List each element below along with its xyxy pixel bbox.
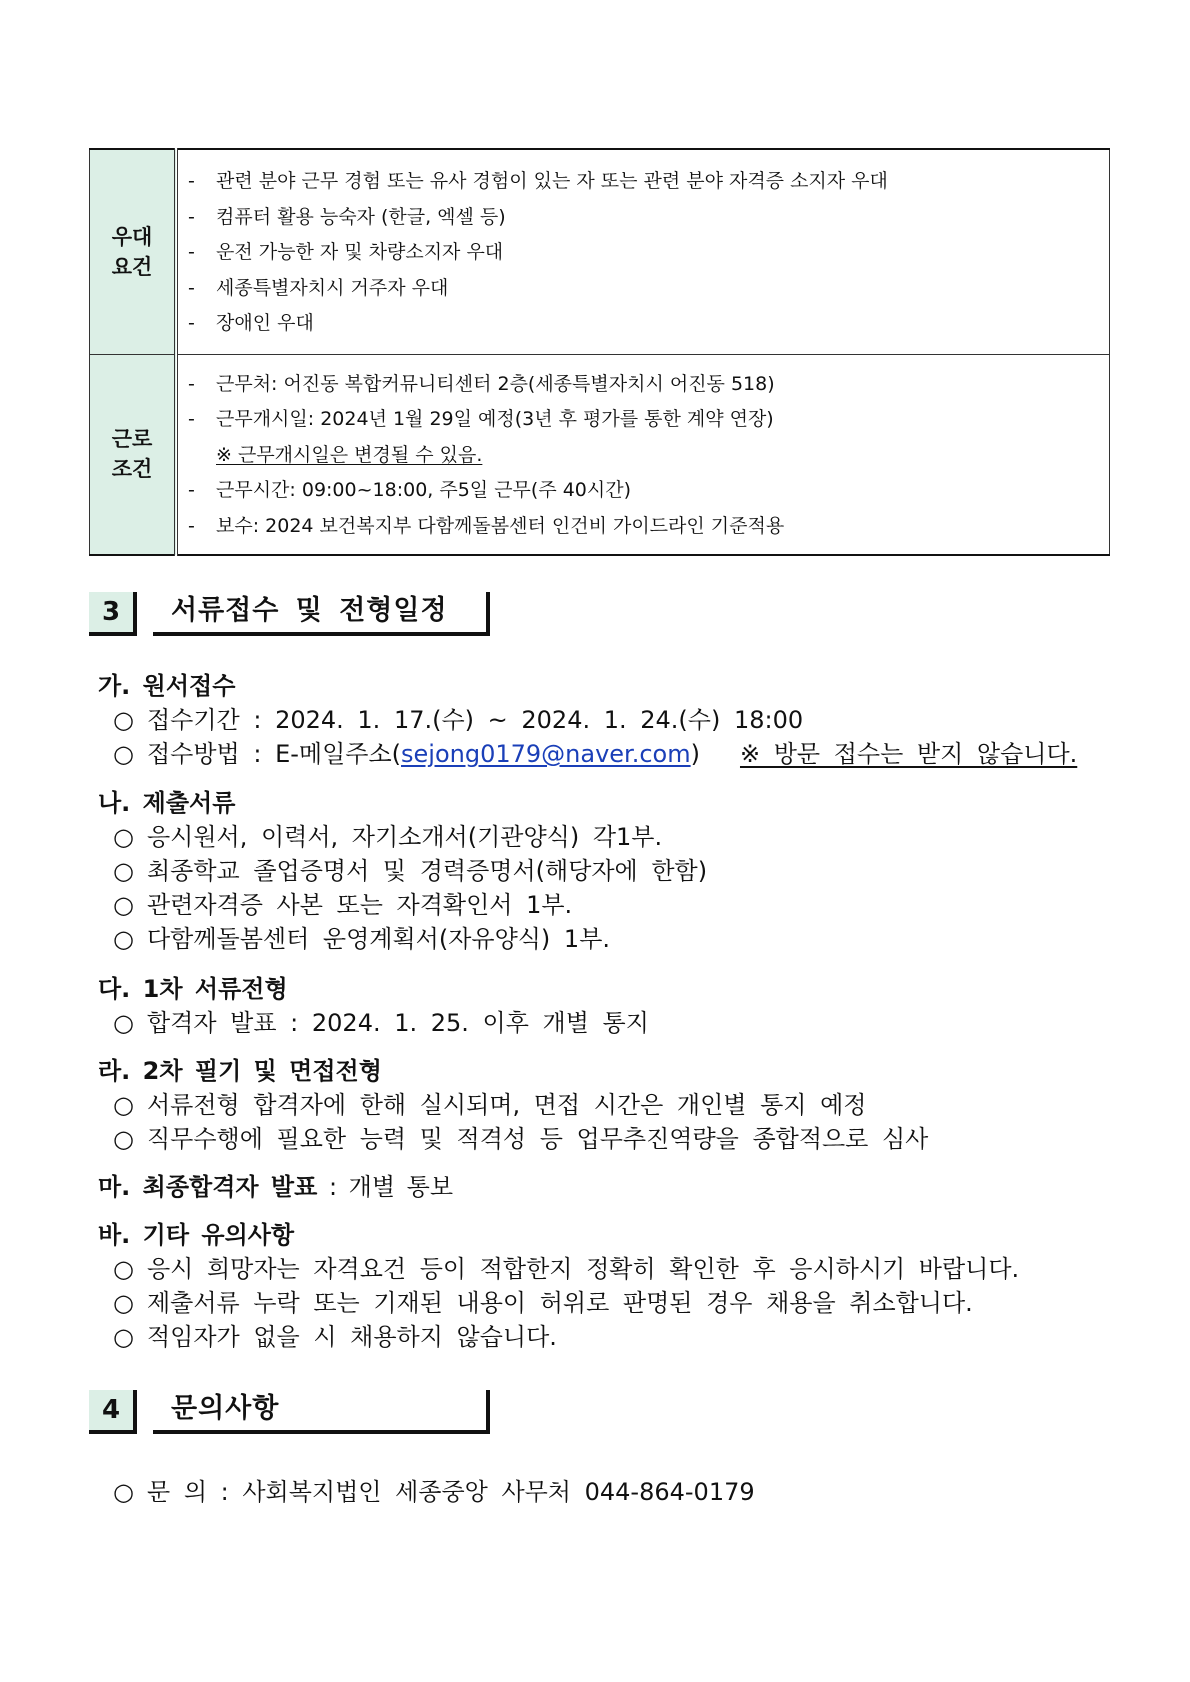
section-title: 문의사항: [153, 1390, 490, 1434]
preferred-content: [176, 149, 1110, 354]
conditions-item: - 근무처: 어진동 복합커뮤니티센터 2층(세종특별자치시 어진동 518): [188, 372, 775, 395]
subsection-heading: 라. 2차 필기 및 면접전형: [98, 1057, 382, 1085]
list-item: ○ 응시원서, 이력서, 자기소개서(기관양식) 각1부.: [113, 823, 663, 851]
documents-block: [98, 786, 707, 956]
preferred-label: 우대 요건: [90, 149, 177, 354]
subsection-heading: 바. 기타 유의사항: [98, 1221, 295, 1249]
list-item: ○ 최종학교 졸업증명서 및 경력증명서(해당자에 한함): [113, 857, 708, 885]
conditions-label: 근로 조건: [90, 354, 177, 555]
section-number: 4: [89, 1390, 137, 1434]
section-3-header: [89, 592, 484, 640]
notes-block: [98, 1218, 1019, 1354]
start-date-note: ※ 근무개시일은 변경될 수 있음.: [216, 443, 483, 466]
conditions-item: - 근무개시일: 2024년 1월 29일 예정(3년 후 평가를 통한 계약 연장): [188, 408, 774, 430]
application-block: [98, 669, 1077, 771]
subsection-heading: 다. 1차 서류전형: [98, 975, 288, 1003]
section-4-header: [89, 1390, 484, 1438]
conditions-content: [176, 354, 1110, 555]
preferred-item: - 세종특별자치시 거주자 우대: [188, 276, 449, 299]
preferred-item: - 장애인 우대: [188, 312, 314, 334]
list-item: ○ 접수방법 : E-메일주소(sejong0179@naver.com) ※ 방문 접수는 받지 않습니다.: [113, 740, 1078, 768]
final-announcement-block: [98, 1170, 453, 1204]
list-item: ○ 다함께돌봄센터 운영계획서(자유양식) 1부.: [113, 925, 611, 953]
subsection-heading: 가. 원서접수: [98, 672, 236, 700]
second-screening-block: [98, 1054, 928, 1156]
list-item: ○ 관련자격증 사본 또는 자격확인서 1부.: [113, 891, 573, 919]
list-item: ○ 직무수행에 필요한 능력 및 적격성 등 업무추진역량을 종합적으로 심사: [113, 1125, 929, 1153]
list-item: ○ 제출서류 누락 또는 기재된 내용이 허위로 판명된 경우 채용을 취소합니다.: [113, 1289, 973, 1317]
subsection-heading: 나. 제출서류: [98, 789, 236, 817]
list-item: ○ 응시 희망자는 자격요건 등이 적합한지 정확히 확인한 후 응시하시기 바랍니다.: [113, 1255, 1020, 1283]
subsection-heading: 마. 최종합격자 발표 : 개별 통보: [98, 1173, 454, 1201]
inquiry-block: [98, 1475, 755, 1509]
preferred-item: - 관련 분야 근무 경험 또는 유사 경험이 있는 자 또는 관련 분야 자격증 소지자 우대: [188, 170, 888, 192]
visit-note: ※ 방문 접수는 받지 않습니다.: [739, 740, 1078, 768]
section-title: 서류접수 및 전형일정: [153, 592, 490, 636]
inquiry-line: ○ 문 의 : 사회복지법인 세종중앙 사무처 044-864-0179: [113, 1478, 755, 1506]
conditions-row: [90, 354, 1110, 555]
conditions-item: - 근무시간: 09:00~18:00, 주5일 근무(주 40시간): [188, 479, 632, 501]
conditions-item: - 보수: 2024 보건복지부 다함께돌봄센터 인건비 가이드라인 기준적용: [188, 514, 785, 537]
preferred-row: [90, 149, 1110, 354]
requirements-table: [89, 148, 1110, 556]
section-number: 3: [89, 592, 137, 636]
list-item: ○ 적임자가 없을 시 채용하지 않습니다.: [113, 1323, 557, 1351]
preferred-item: - 운전 가능한 자 및 차량소지자 우대: [188, 241, 504, 263]
list-item: ○ 접수기간 : 2024. 1. 17.(수) ~ 2024. 1. 24.(수) 18:00: [113, 706, 804, 734]
preferred-item: - 컴퓨터 활용 능숙자 (한글, 엑셀 등): [188, 205, 506, 228]
first-screening-block: [98, 972, 649, 1040]
email-link[interactable]: sejong0179@naver.com: [401, 740, 691, 768]
list-item: ○ 합격자 발표 : 2024. 1. 25. 이후 개별 통지: [113, 1009, 649, 1037]
list-item: ○ 서류전형 합격자에 한해 실시되며, 면접 시간은 개인별 통지 예정: [113, 1091, 867, 1119]
